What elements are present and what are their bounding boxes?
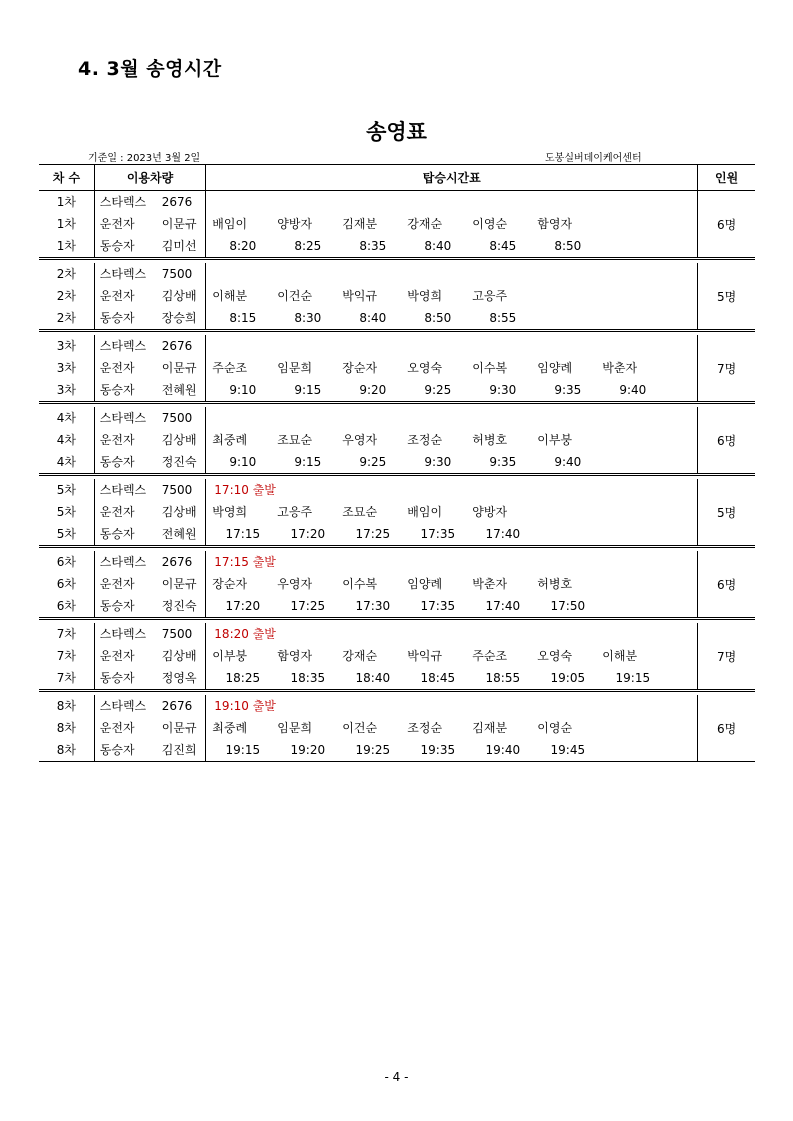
pickup-time: 9:25 [359,455,387,469]
car-model: 스타렉스 [99,339,147,353]
pickup-time: 8:55 [489,311,517,325]
pickup-time: 17:40 [485,599,521,613]
round-label: 8차 [56,699,76,713]
pickup-time: 9:10 [229,455,257,469]
passenger-name: 고응주 [277,505,313,519]
pickup-time: 9:30 [424,455,452,469]
pickup-time: 19:40 [485,743,521,757]
round-label: 7차 [56,671,76,685]
header-round: 차 수 [52,171,81,185]
pickup-time: 19:45 [550,743,586,757]
schedule-group [39,407,755,476]
passenger-name: 배임이 [407,505,443,519]
round-label: 3차 [56,361,76,375]
vehicle-cell [94,695,206,761]
passenger-name: 장순자 [212,577,248,591]
escort-label: 동승자 [99,239,135,253]
departure-time: 19:10 출발 [214,699,276,713]
car-number: 7500 [161,627,193,641]
pickup-time: 8:25 [294,239,322,253]
pickup-time: 17:35 [420,599,456,613]
round-cell [39,191,94,257]
round-label: 6차 [56,577,76,591]
round-label: 4차 [56,411,76,425]
passenger-name: 이수복 [472,361,508,375]
schedule-group [39,191,755,260]
pickup-time: 8:40 [359,311,387,325]
car-number: 7500 [161,483,193,497]
section-title: 4. 3월 송영시간 [78,58,222,80]
passenger-name: 이건순 [277,289,313,303]
escort-label: 동승자 [99,455,135,469]
round-label: 4차 [56,455,76,469]
schedule-group [39,335,755,404]
passenger-count: 6명 [697,407,755,473]
car-model: 스타렉스 [99,699,147,713]
round-label: 4차 [56,433,76,447]
pickup-time: 17:25 [290,599,326,613]
schedule-cell [205,479,697,545]
departure-time: 17:10 출발 [214,483,276,497]
doc-title: 송영표 [366,120,427,144]
passenger-name: 이영순 [472,217,508,231]
escort-name: 정영옥 [161,671,197,685]
pickup-time: 19:35 [420,743,456,757]
car-model: 스타렉스 [99,411,147,425]
passenger-name: 박춘자 [602,361,638,375]
escort-name: 전혜원 [161,527,197,541]
escort-name: 정진숙 [161,599,197,613]
pickup-time: 19:20 [290,743,326,757]
schedule-cell [205,191,697,257]
driver-name: 이문규 [161,721,197,735]
pickup-time: 19:25 [355,743,391,757]
table-header [39,165,755,191]
driver-label: 운전자 [99,361,135,375]
passenger-count: 6명 [697,551,755,617]
escort-label: 동승자 [99,527,135,541]
passenger-name: 주순조 [472,649,508,663]
driver-label: 운전자 [99,505,135,519]
pickup-time: 18:55 [485,671,521,685]
passenger-count: 7명 [697,335,755,401]
round-label: 7차 [56,649,76,663]
driver-label: 운전자 [99,577,135,591]
departure-time: 17:15 출발 [214,555,276,569]
pickup-time: 17:15 [225,527,261,541]
round-label: 1차 [56,239,76,253]
passenger-name: 오영숙 [407,361,443,375]
schedule-cell [205,695,697,761]
passenger-name: 이영순 [537,721,573,735]
passenger-name: 강재순 [407,217,443,231]
vehicle-cell [94,551,206,617]
passenger-name: 우영자 [277,577,313,591]
header-vehicle: 이용차량 [94,165,206,190]
driver-label: 운전자 [99,289,135,303]
round-label: 2차 [56,311,76,325]
driver-name: 김상배 [161,505,197,519]
pickup-time: 18:35 [290,671,326,685]
passenger-name: 최중례 [212,433,248,447]
page-number: - 4 - [384,1070,409,1084]
pickup-time: 8:50 [554,239,582,253]
schedule-group [39,479,755,548]
header-schedule: 탑승시간표 [205,165,697,190]
escort-label: 동승자 [99,383,135,397]
passenger-name: 이수복 [342,577,378,591]
passenger-name: 이부붕 [212,649,248,663]
driver-label: 운전자 [99,217,135,231]
pickup-time: 18:25 [225,671,261,685]
pickup-time: 17:20 [290,527,326,541]
pickup-time: 17:25 [355,527,391,541]
round-cell [39,335,94,401]
round-cell [39,407,94,473]
passenger-name: 함영자 [537,217,573,231]
escort-label: 동승자 [99,311,135,325]
passenger-name: 양방자 [472,505,508,519]
round-label: 1차 [56,217,76,231]
escort-label: 동승자 [99,743,135,757]
driver-label: 운전자 [99,649,135,663]
pickup-time: 17:20 [225,599,261,613]
passenger-name: 이해분 [602,649,638,663]
passenger-name: 최중례 [212,721,248,735]
car-model: 스타렉스 [99,627,147,641]
round-label: 6차 [56,555,76,569]
round-cell [39,479,94,545]
schedule-cell [205,551,697,617]
passenger-name: 조정순 [407,721,443,735]
passenger-count: 7명 [697,623,755,689]
passenger-name: 오영숙 [537,649,573,663]
pickup-time: 9:10 [229,383,257,397]
pickup-time: 18:45 [420,671,456,685]
passenger-name: 김재분 [342,217,378,231]
vehicle-cell [94,263,206,329]
escort-name: 전혜원 [161,383,197,397]
passenger-name: 이부붕 [537,433,573,447]
round-label: 8차 [56,743,76,757]
passenger-name: 장순자 [342,361,378,375]
pickup-time: 9:25 [424,383,452,397]
passenger-name: 함영자 [277,649,313,663]
passenger-count: 6명 [697,695,755,761]
car-model: 스타렉스 [99,483,147,497]
pickup-time: 8:40 [424,239,452,253]
pickup-time: 8:20 [229,239,257,253]
schedule-group [39,551,755,620]
pickup-time: 9:30 [489,383,517,397]
passenger-name: 조묘순 [277,433,313,447]
reference-date: 기준일 : 2023년 3월 2일 [88,153,201,164]
schedule-cell [205,623,697,689]
departure-time: 18:20 출발 [214,627,276,641]
round-label: 7차 [56,627,76,641]
round-cell [39,551,94,617]
schedule-group [39,263,755,332]
passenger-name: 이해분 [212,289,248,303]
schedule-group [39,623,755,692]
pickup-time: 17:35 [420,527,456,541]
driver-name: 이문규 [161,361,197,375]
pickup-time: 17:30 [355,599,391,613]
passenger-name: 양방자 [277,217,313,231]
round-label: 3차 [56,339,76,353]
pickup-time: 19:15 [225,743,261,757]
vehicle-cell [94,479,206,545]
passenger-name: 임문희 [277,721,313,735]
driver-name: 김상배 [161,289,197,303]
pickup-time: 17:50 [550,599,586,613]
driver-name: 이문규 [161,217,197,231]
driver-name: 김상배 [161,433,197,447]
passenger-name: 강재순 [342,649,378,663]
passenger-name: 허병호 [537,577,573,591]
round-label: 1차 [56,195,76,209]
pickup-time: 19:05 [550,671,586,685]
passenger-name: 조묘순 [342,505,378,519]
header-count: 인원 [697,165,755,190]
car-number: 7500 [161,267,193,281]
pickup-time: 18:40 [355,671,391,685]
passenger-name: 우영자 [342,433,378,447]
escort-label: 동승자 [99,671,135,685]
passenger-name: 이건순 [342,721,378,735]
round-label: 3차 [56,383,76,397]
escort-label: 동승자 [99,599,135,613]
pickup-time: 9:35 [489,455,517,469]
car-number: 2676 [161,195,193,209]
passenger-name: 박익규 [342,289,378,303]
center-name: 도봉실버데이케어센터 [545,153,642,164]
escort-name: 김미선 [161,239,197,253]
car-model: 스타렉스 [99,555,147,569]
passenger-name: 임문희 [277,361,313,375]
driver-name: 이문규 [161,577,197,591]
round-label: 2차 [56,289,76,303]
schedule-cell [205,263,697,329]
escort-name: 정진숙 [161,455,197,469]
passenger-count: 6명 [697,191,755,257]
escort-name: 김진희 [161,743,197,757]
schedule-cell [205,407,697,473]
passenger-name: 박춘자 [472,577,508,591]
schedule-cell [205,335,697,401]
vehicle-cell [94,191,206,257]
car-model: 스타렉스 [99,195,147,209]
escort-name: 장승희 [161,311,197,325]
passenger-count: 5명 [697,263,755,329]
pickup-time: 9:15 [294,383,322,397]
schedule-table [39,164,755,762]
pickup-time: 9:20 [359,383,387,397]
round-label: 6차 [56,599,76,613]
pickup-time: 17:40 [485,527,521,541]
driver-label: 운전자 [99,721,135,735]
passenger-name: 임양례 [537,361,573,375]
passenger-name: 고응주 [472,289,508,303]
pickup-time: 8:45 [489,239,517,253]
passenger-name: 주순조 [212,361,248,375]
pickup-time: 9:15 [294,455,322,469]
vehicle-cell [94,623,206,689]
schedule-group [39,695,755,762]
passenger-name: 임양례 [407,577,443,591]
passenger-name: 박영희 [212,505,248,519]
vehicle-cell [94,335,206,401]
passenger-name: 배임이 [212,217,248,231]
car-number: 7500 [161,411,193,425]
pickup-time: 8:30 [294,311,322,325]
pickup-time: 8:35 [359,239,387,253]
car-model: 스타렉스 [99,267,147,281]
passenger-name: 박영희 [407,289,443,303]
round-label: 5차 [56,505,76,519]
car-number: 2676 [161,339,193,353]
pickup-time: 8:50 [424,311,452,325]
round-label: 5차 [56,527,76,541]
passenger-name: 박익규 [407,649,443,663]
pickup-time: 9:35 [554,383,582,397]
passenger-name: 김재분 [472,721,508,735]
driver-label: 운전자 [99,433,135,447]
round-label: 5차 [56,483,76,497]
round-cell [39,695,94,761]
passenger-name: 허병호 [472,433,508,447]
vehicle-cell [94,407,206,473]
driver-name: 김상배 [161,649,197,663]
round-cell [39,623,94,689]
round-label: 8차 [56,721,76,735]
pickup-time: 8:15 [229,311,257,325]
pickup-time: 19:15 [615,671,651,685]
pickup-time: 9:40 [619,383,647,397]
car-number: 2676 [161,699,193,713]
car-number: 2676 [161,555,193,569]
pickup-time: 9:40 [554,455,582,469]
round-label: 2차 [56,267,76,281]
passenger-count: 5명 [697,479,755,545]
passenger-name: 조정순 [407,433,443,447]
round-cell [39,263,94,329]
